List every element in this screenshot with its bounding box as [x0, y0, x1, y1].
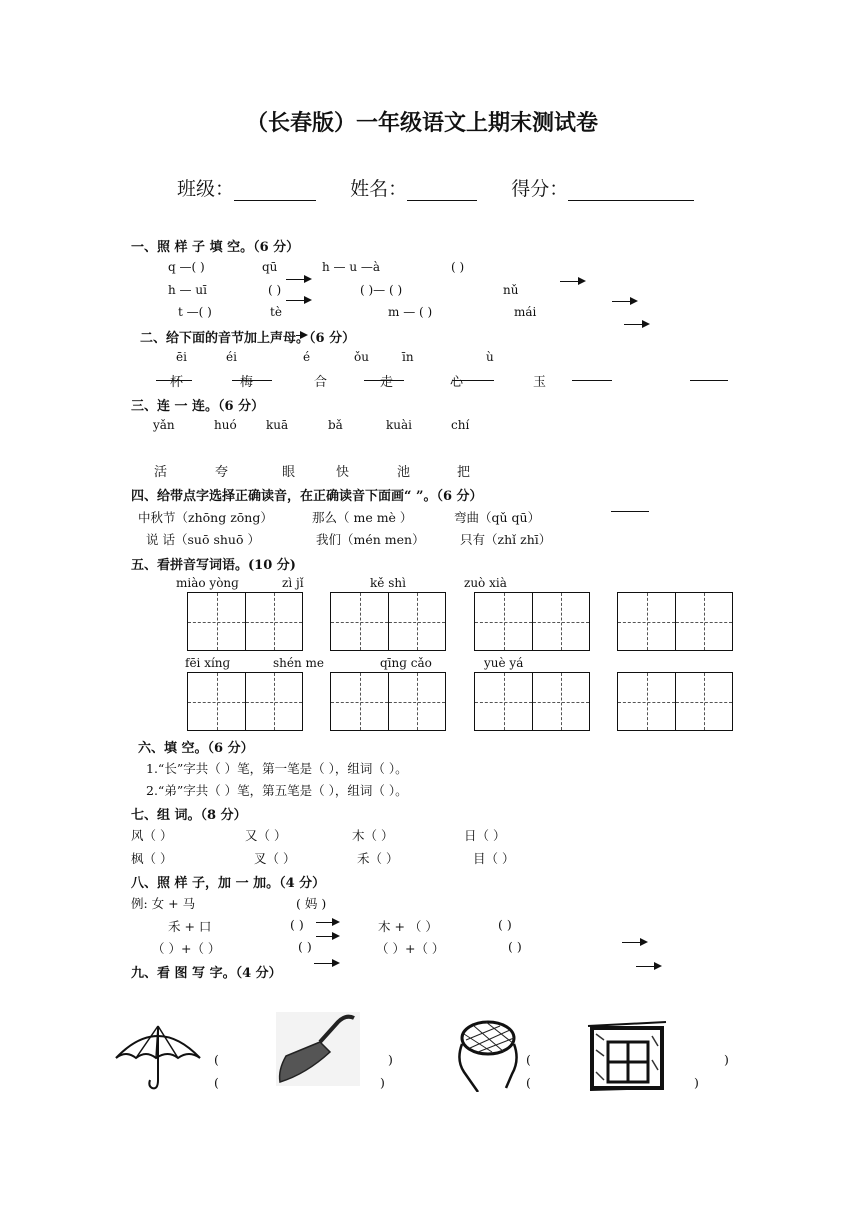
arrow-icon: [316, 936, 338, 937]
s7-item: 叉（ ）: [254, 851, 296, 866]
s4-item: 那么（ me mè ）: [312, 510, 413, 525]
s3-char: 池: [397, 465, 411, 480]
s2-pinyin: īn: [402, 350, 414, 364]
writing-grid[interactable]: [617, 592, 733, 651]
s5-pinyin: fēi xínɡ: [185, 656, 231, 670]
s8-item: ( ): [498, 917, 512, 932]
writing-grid[interactable]: [187, 592, 303, 651]
s5-pinyin: kě shì: [370, 576, 406, 590]
answer-line: [572, 380, 612, 381]
s3-char: 夸: [215, 465, 229, 480]
arrow-icon: [286, 300, 310, 301]
section-7-heading: 七、组 词。（8 分）: [131, 808, 247, 823]
s5-pinyin: zì jǐ: [282, 576, 304, 590]
section-8-heading: 八、照 样 子，加 一 加。（4 分）: [131, 876, 326, 891]
answer-line: [690, 380, 728, 381]
s1-item: ( ): [451, 260, 465, 274]
arrow-icon: [296, 335, 306, 336]
s4-item: 中秋节（zhōng zōng）: [138, 510, 273, 525]
s8-item: 木 + （ ）: [378, 919, 438, 934]
answer-line: [611, 511, 649, 512]
s5-pinyin: miào yònɡ: [176, 576, 239, 590]
arrow-icon: [636, 966, 660, 967]
score-label: 得分：: [511, 178, 569, 200]
answer-line: [452, 380, 494, 381]
s7-item: 木（ ）: [352, 828, 394, 843]
writing-grid[interactable]: [617, 672, 733, 731]
s3-char: 活: [154, 465, 168, 480]
answer-bracket: (: [526, 1052, 531, 1067]
s4-item: 只有（zhǐ zhī）: [460, 532, 552, 547]
writing-grid[interactable]: [330, 592, 446, 651]
s2-char: 合: [314, 375, 328, 390]
net-icon: [452, 1016, 524, 1092]
answer-bracket: ): [694, 1075, 699, 1090]
s8-item: （ ）+（ ）: [152, 941, 221, 956]
s5-pinyin: qīnɡ cǎo: [380, 656, 432, 670]
arrow-icon: [286, 279, 310, 280]
arrow-icon: [612, 301, 636, 302]
answer-line: [232, 380, 272, 381]
s6-question: 1.“长”字共（ ）笔，第一笔是（ ），组词（ ）。: [146, 761, 408, 776]
class-label: 班级：: [177, 178, 235, 200]
s1-item: h — uī: [168, 283, 207, 297]
s1-item: m — ( ): [388, 305, 433, 319]
s2-pinyin: é: [303, 350, 311, 364]
s5-pinyin: shén me: [273, 656, 325, 670]
s3-pinyin: bǎ: [328, 418, 343, 432]
s8-item: 禾 + 口: [168, 919, 212, 934]
writing-grid[interactable]: [474, 672, 590, 731]
s7-item: 枫（ ）: [131, 851, 173, 866]
score-field[interactable]: [568, 180, 694, 201]
s3-char: 快: [336, 465, 350, 480]
s3-char: 眼: [282, 465, 296, 480]
s8-item: （ ）+（ ）: [376, 941, 445, 956]
s5-pinyin: zuò xià: [464, 576, 507, 590]
s1-item: mái: [514, 305, 537, 319]
name-field[interactable]: [407, 180, 477, 201]
s6-question: 2.“弟”字共（ ）笔，第五笔是（ ），组词（ ）。: [146, 783, 408, 798]
section-5-heading: 五、看拼音写词语。(10 分): [131, 558, 296, 573]
s4-item: 弯曲（qǔ qū）: [454, 510, 541, 525]
arrow-icon: [624, 324, 648, 325]
s3-pinyin: kuā: [266, 418, 289, 432]
s2-char: 杯: [170, 375, 184, 390]
s2-char: 心: [450, 375, 464, 390]
s1-item: t —( ): [178, 305, 212, 319]
s1-item: q —( ): [168, 260, 205, 274]
page-title: （长春版）一年级语文上期末测试卷: [246, 110, 599, 136]
section-1-heading: 一、照 样 子 填 空。（6 分）: [131, 240, 300, 255]
s3-char: 把: [457, 465, 471, 480]
s1-item: tè: [270, 305, 282, 319]
answer-bracket: (: [214, 1052, 219, 1067]
s7-item: 目（ ）: [473, 851, 515, 866]
s1-item: nǔ: [503, 283, 519, 297]
s7-item: 禾（ ）: [357, 851, 399, 866]
s3-pinyin: yǎn: [153, 418, 175, 432]
s4-item: 我们（mén men）: [316, 532, 425, 547]
s2-pinyin: ǒu: [354, 350, 369, 364]
info-line: [177, 174, 694, 201]
writing-grid[interactable]: [330, 672, 446, 731]
arrow-icon: [560, 281, 584, 282]
s1-item: ( ): [268, 283, 282, 297]
s2-char: 走: [380, 375, 394, 390]
answer-bracket: (: [214, 1075, 219, 1090]
window-icon: [586, 1020, 670, 1092]
s2-pinyin: ù: [486, 350, 494, 364]
arrow-icon: [622, 942, 646, 943]
s3-pinyin: chí: [451, 418, 470, 432]
s1-item: ( )— ( ): [360, 283, 403, 297]
s2-pinyin: ēi: [176, 350, 187, 364]
arrow-icon: [314, 963, 338, 964]
writing-grid[interactable]: [187, 672, 303, 731]
section-4-heading: 四、给带点字选择正确读音，在正确读音下面画“ ”。（6 分）: [131, 489, 483, 504]
arrow-icon: [316, 922, 338, 923]
s8-item: ( ): [298, 939, 312, 954]
trowel-icon: [276, 1012, 360, 1086]
s2-char: 玉: [533, 375, 547, 390]
s5-pinyin: yuè yá: [484, 656, 524, 670]
section-6-heading: 六、填 空。（6 分）: [138, 741, 254, 756]
answer-bracket: ): [724, 1052, 729, 1067]
s1-item: h — u —à: [322, 260, 381, 274]
answer-bracket: (: [526, 1075, 531, 1090]
s8-example: 例: 女 + 马: [131, 896, 196, 911]
writing-grid[interactable]: [474, 592, 590, 651]
s8-item: ( ): [508, 939, 522, 954]
s8-item: ( ): [290, 917, 304, 932]
class-field[interactable]: [234, 180, 316, 201]
s2-char: 梅: [240, 375, 254, 390]
s7-item: 风（ ）: [131, 828, 173, 843]
section-2-heading: 二、给下面的音节加上声母。（6 分）: [140, 331, 356, 346]
s3-pinyin: kuài: [386, 418, 412, 432]
section-9-heading: 九、看 图 写 字。（4 分）: [131, 966, 282, 981]
answer-bracket: ): [380, 1075, 385, 1090]
name-label: 姓名：: [350, 178, 408, 200]
answer-bracket: ): [388, 1052, 393, 1067]
section-3-heading: 三、连 一 连。（6 分）: [131, 399, 265, 414]
s1-item: qū: [262, 260, 278, 274]
answer-line: [364, 380, 404, 381]
s2-pinyin: éi: [226, 350, 237, 364]
s7-item: 又（ ）: [245, 828, 287, 843]
s3-pinyin: huó: [214, 418, 237, 432]
s7-item: 日（ ）: [464, 828, 506, 843]
s8-example-answer: ( 妈 ): [296, 896, 327, 911]
s4-item: 说 话（suō shuō ）: [146, 532, 260, 547]
umbrella-icon: [112, 1020, 204, 1092]
answer-line: [156, 380, 192, 381]
